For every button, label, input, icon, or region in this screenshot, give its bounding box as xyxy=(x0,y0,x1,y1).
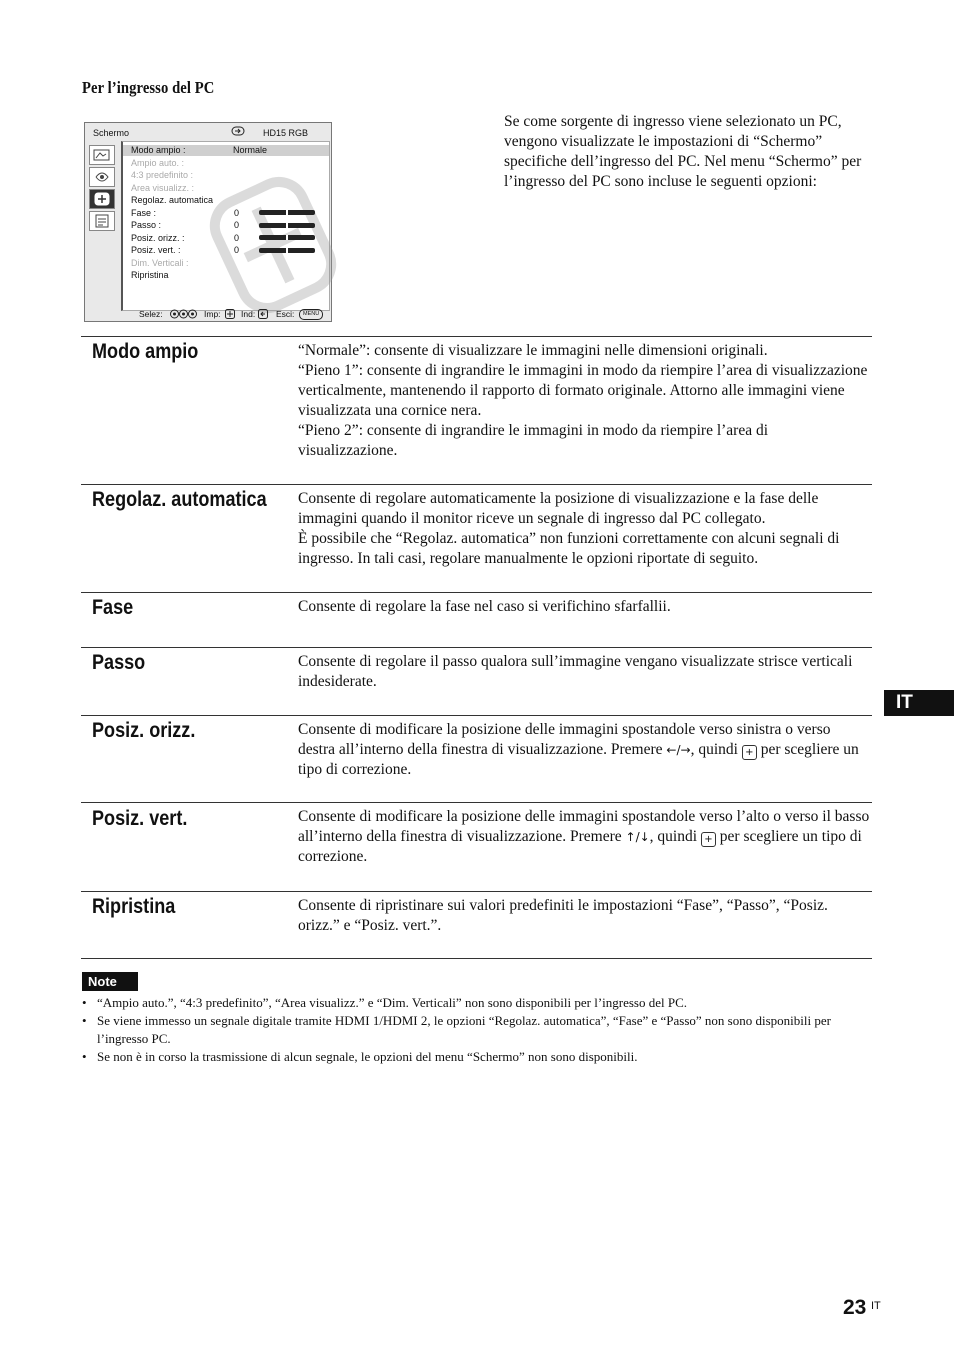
osd-item-value: Normale xyxy=(233,145,268,155)
desc-modo-ampio xyxy=(298,341,871,461)
term-modo-ampio: Modo ampio xyxy=(92,340,199,363)
desc-text: per scegliere un tipo di correzione. xyxy=(298,828,862,865)
osd-slider xyxy=(259,248,315,253)
table-rule xyxy=(81,802,872,803)
input-icon xyxy=(231,126,245,136)
desc-line: “Pieno 2”: consente di ingrandire le immagini in modo da riempire l’area di visualizzazione. xyxy=(298,422,769,459)
osd-item-label: Area visualizz. : xyxy=(131,182,195,193)
bullet-icon: • xyxy=(82,1049,87,1064)
osd-menu-list xyxy=(121,141,330,311)
desc-text: per scegliere un tipo di correzione. xyxy=(298,741,859,778)
table-rule xyxy=(81,484,872,485)
menu-button-icon: MENU xyxy=(299,309,323,320)
term-fase: Fase xyxy=(92,596,134,619)
term-posiz-vert: Posiz. vert. xyxy=(92,807,188,830)
desc-text: , quindi xyxy=(690,741,742,758)
osd-item-label: Modo ampio : xyxy=(131,145,186,155)
osd-item-value: 0 xyxy=(234,220,240,230)
osd-item-label: Regolaz. automatica xyxy=(131,195,214,205)
desc-text: Consente di modificare la posizione delle immagini spostandole verso l’alto o verso il basso all’interno della finestra di visualizzazione. Premere xyxy=(298,808,870,845)
enter-button-icon: + xyxy=(742,745,757,760)
page-language: IT xyxy=(871,1300,881,1312)
osd-footer-exit: Esci: xyxy=(276,309,295,319)
setup-menu-icon xyxy=(89,211,115,231)
up-down-arrows-icon: ↑/↓ xyxy=(625,830,650,844)
desc-line: “Pieno 1”: consente di ingrandire le immagini in modo da riempire l’area di visualizzazione verticalmente, mantenendo il rapporto di formato originale. Attorno alle immagini viene visualizzata una cornice nera. xyxy=(298,362,868,419)
desc-posiz-orizz xyxy=(298,720,871,780)
osd-item-label: Ampio auto. : xyxy=(131,157,185,168)
table-rule xyxy=(81,891,872,892)
osd-item-label: Fase : xyxy=(131,207,157,218)
osd-menu-screenshot xyxy=(84,122,332,322)
osd-slider xyxy=(259,210,315,215)
intro-paragraph: Se come sorgente di ingresso viene selezionato un PC, vengono visualizzate le impostazioni di “Schermo” specifiche dell’ingresso del PC. Nel menu “Schermo” per l’ingresso del PC sono incluse le seguenti opzioni: xyxy=(504,113,862,190)
screen-watermark-icon xyxy=(196,163,351,327)
table-rule xyxy=(81,647,872,648)
section-title: Per l’ingresso del PC xyxy=(82,78,215,97)
osd-item-value: 0 xyxy=(234,245,240,255)
term-passo: Passo xyxy=(92,651,146,674)
desc-text: , quindi xyxy=(649,828,701,845)
bullet-icon: • xyxy=(82,995,87,1010)
back-button-icon xyxy=(258,309,268,319)
table-rule xyxy=(81,958,872,959)
osd-footer-set: Imp: xyxy=(204,309,221,319)
table-rule xyxy=(81,592,872,593)
language-tab: IT xyxy=(884,690,954,716)
sound-menu-icon xyxy=(89,167,115,187)
desc-line: Consente di regolare automaticamente la posizione di visualizzazione e la fase delle immagini quando il monitor riceve un segnale di ingresso dal PC collegato. xyxy=(298,490,819,527)
osd-item-value: 0 xyxy=(234,232,240,243)
desc-ripristina xyxy=(298,896,871,936)
left-right-arrows-icon: ←/→ xyxy=(666,743,691,757)
osd-title: Schermo xyxy=(93,128,130,138)
osd-item-label: Passo : xyxy=(131,220,162,230)
term-posiz-orizz: Posiz. orizz. xyxy=(92,719,196,742)
osd-item-label: Posiz. vert. : xyxy=(131,245,181,255)
osd-item-value: 0 xyxy=(234,207,240,218)
desc-text: Consente di modificare la posizione delle immagini spostandole verso sinistra o verso destra all’interno della finestra di visualizzazione. Premere xyxy=(298,721,831,758)
note-item: Se viene immesso un segnale digitale tramite HDMI 1/HDMI 2, le opzioni “Regolaz. automatica”, “Fase” e “Passo” non sono disponibili per l’ingresso PC. xyxy=(97,1013,831,1046)
desc-regolaz-automatica xyxy=(298,489,871,569)
table-rule xyxy=(81,715,872,716)
osd-slider xyxy=(259,235,315,240)
screen-menu-icon xyxy=(89,189,115,209)
osd-footer-back: Ind: xyxy=(241,309,256,319)
term-regolaz-automatica: Regolaz. automatica xyxy=(92,488,267,511)
osd-item-label: Posiz. orizz. : xyxy=(131,232,185,243)
desc-posiz-vert xyxy=(298,807,871,867)
term-ripristina: Ripristina xyxy=(92,895,176,918)
bullet-icon: • xyxy=(82,1013,87,1028)
note-badge: Note xyxy=(82,972,138,991)
enter-button-icon xyxy=(225,309,235,319)
osd-item-label: 4:3 predefinito : xyxy=(131,170,194,180)
desc-passo xyxy=(298,652,871,692)
osd-slider xyxy=(259,223,315,228)
enter-button-icon: + xyxy=(701,832,716,847)
desc-line: Consente di ripristinare sui valori predefiniti le impostazioni “Fase”, “Passo”, “Posiz. orizz.” e “Posiz. vert.”. xyxy=(298,897,828,934)
note-item: “Ampio auto.”, “4:3 predefinito”, “Area visualizz.” e “Dim. Verticali” non sono disponibili per l’ingresso del PC. xyxy=(97,995,688,1010)
desc-line: “Normale”: consente di visualizzare le immagini nelle dimensioni originali. xyxy=(298,342,768,359)
osd-input-label: HD15 RGB xyxy=(263,128,309,138)
osd-item-label: Ripristina xyxy=(131,270,169,280)
picture-menu-icon xyxy=(89,145,115,165)
table-rule xyxy=(81,336,872,337)
osd-footer-select: Selez: xyxy=(139,309,163,319)
page-number: 23 xyxy=(843,1296,867,1319)
desc-line: È possibile che “Regolaz. automatica” non funzioni correttamente con alcuni segnali di ingresso. In tali casi, regolare manualmente le opzioni riportate di seguito. xyxy=(298,530,840,567)
desc-fase xyxy=(298,597,871,617)
desc-line: Consente di regolare il passo qualora sull’immagine vengano visualizzate strisce verticali indesiderate. xyxy=(298,653,853,690)
note-item: Se non è in corso la trasmissione di alcun segnale, le opzioni del menu “Schermo” non sono disponibili. xyxy=(97,1049,638,1064)
directional-buttons-icon xyxy=(170,309,198,319)
desc-line: Consente di regolare la fase nel caso si verifichino sfarfallii. xyxy=(298,598,671,615)
osd-item-label: Dim. Verticali : xyxy=(131,257,189,268)
